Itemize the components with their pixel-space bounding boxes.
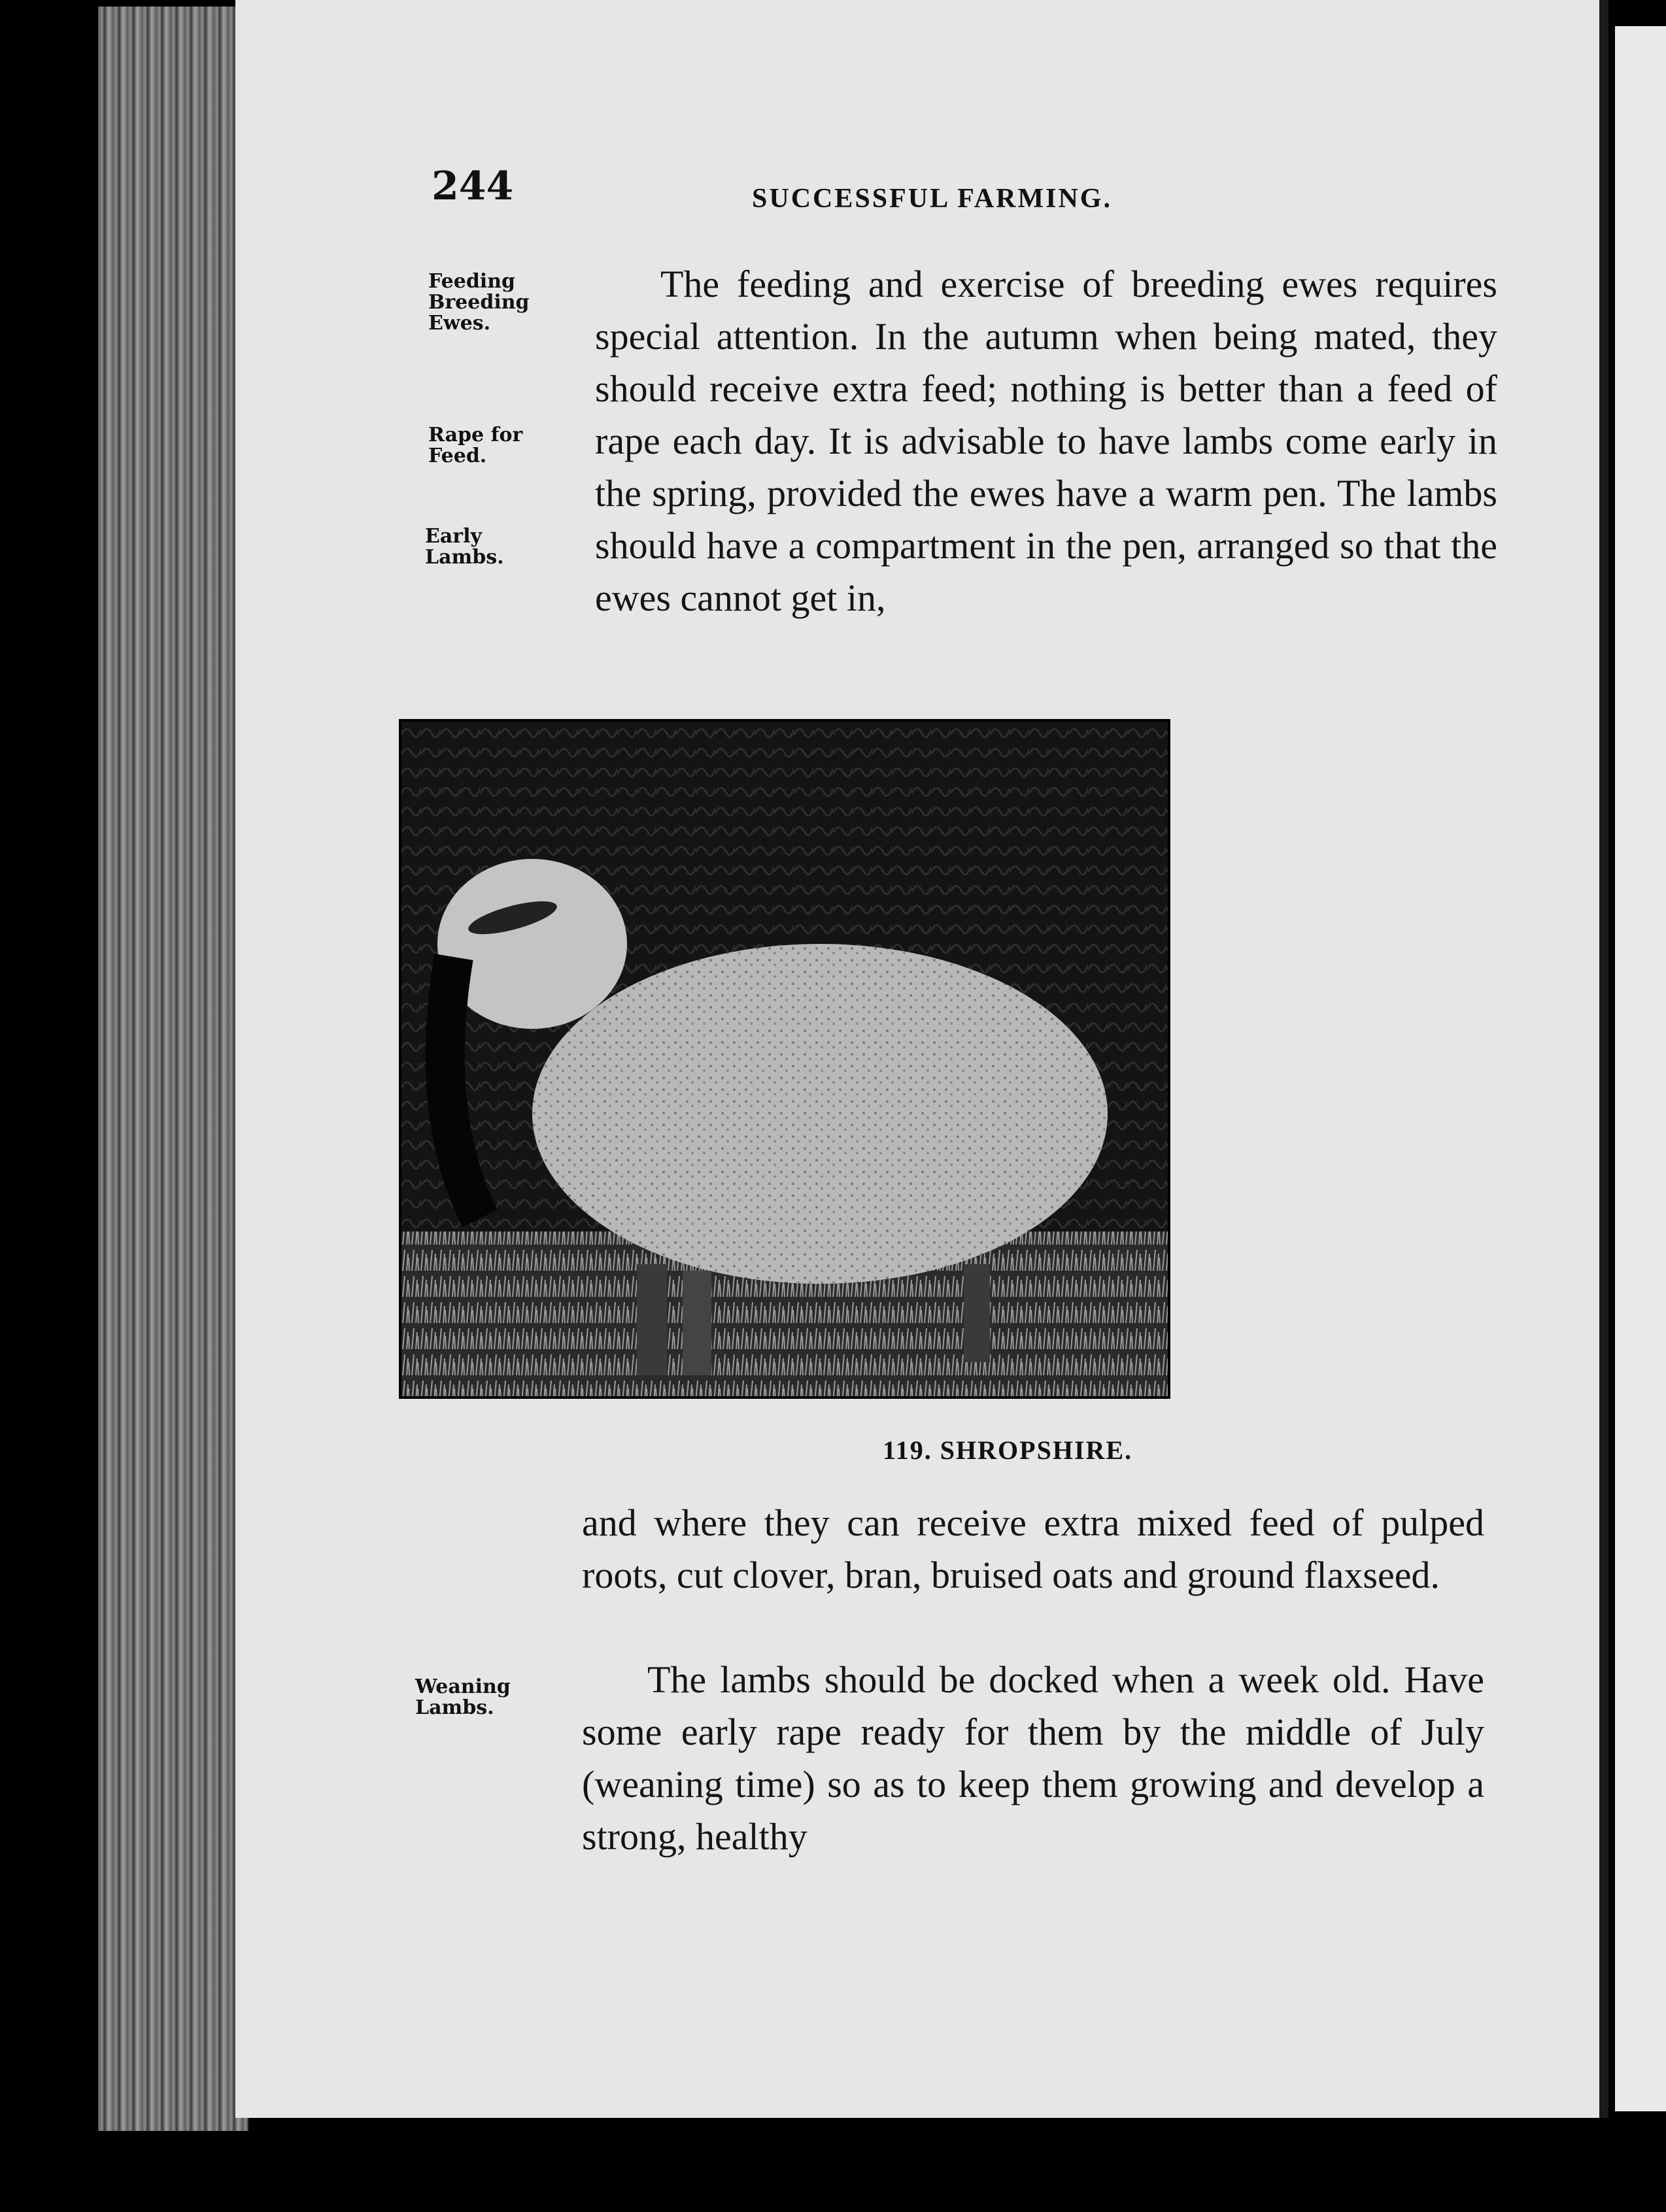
book-page [235,0,1608,2118]
page-edges [98,7,248,2131]
shropshire-illustration [399,719,1170,1399]
page-number: 244 [432,163,514,209]
sheep-engraving [401,722,1168,1396]
running-head: SUCCESSFUL FARMING. [752,184,1112,214]
sidenote-early-lambs: Early Lambs. [425,525,504,569]
sidenote-weaning-lambs: Weaning Lambs. [415,1675,511,1719]
sidenote-feeding-breeding-ewes: Feeding Breeding Ewes. [428,270,530,335]
paragraph-mixed-feed: and where they can receive extra mixed feed of pulped roots, cut clover, bran, bruised oats and ground flaxseed. [582,1501,1484,1596]
sidenote-rape-for-feed: Rape for Feed. [428,424,523,467]
paragraph-feeding-ewes: The feeding and exercise of breeding ewes requires special attention. In the autumn when being mated, they should receive extra feed; nothing is better than a feed of rape each day. It is advisable to have lambs come early in the spring, provided the ewes have a warm pen. The lambs should have a compartment in the pen, arranged so that the ewes cannot get in, [595,263,1497,619]
facing-page-edge [1615,26,1666,2111]
paragraph-weaning: The lambs should be docked when a week old. Have some early rape ready for them by the middle of July (weaning time) so as to keep them growing and develop a strong, healthy [582,1658,1484,1858]
figure-caption: 119. SHROPSHIRE. [883,1435,1133,1465]
